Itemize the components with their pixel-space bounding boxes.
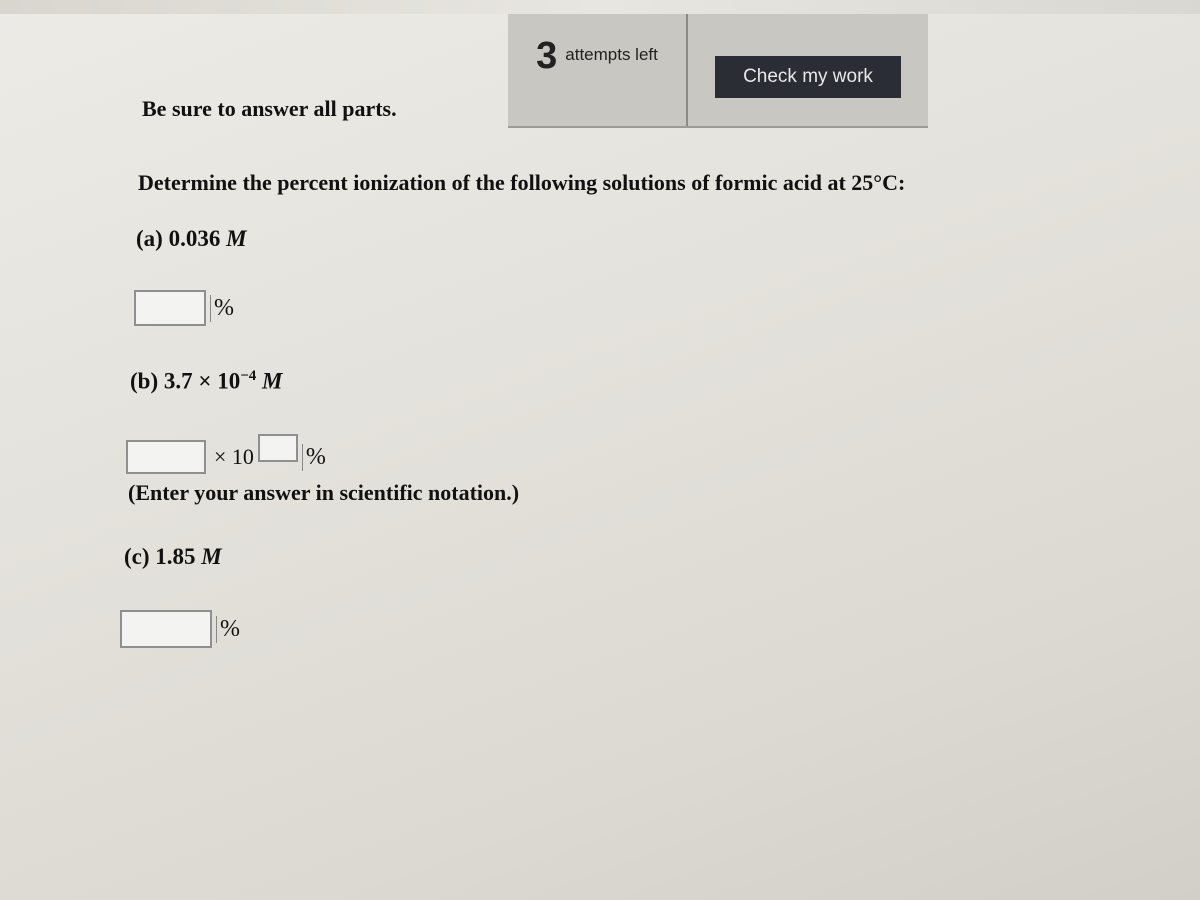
- attempts-label: attempts left: [565, 45, 658, 64]
- part-b-label: [130, 368, 282, 395]
- instructions-text: Be sure to answer all parts.: [142, 96, 397, 121]
- question-text: Determine the percent ionization of the following solutions of formic acid at 25°C:: [138, 170, 906, 195]
- attempts-indicator: [508, 14, 688, 126]
- part-c-value: (c) 1.85: [124, 544, 202, 569]
- part-b-value: (b) 3.7 × 10: [130, 368, 241, 394]
- part-c-label: [124, 544, 222, 570]
- part-b-times-ten: × 10: [214, 444, 254, 469]
- part-a-percent-sign: %: [210, 295, 234, 322]
- part-a-value: (a) 0.036: [136, 226, 227, 251]
- part-b-percent-sign: %: [302, 444, 326, 471]
- check-my-work-button[interactable]: Check my work: [715, 56, 901, 98]
- part-a-answer-input[interactable]: [134, 290, 206, 326]
- part-c-percent-sign: %: [216, 616, 240, 643]
- part-c-unit: M: [201, 544, 222, 569]
- part-a-label: [136, 226, 247, 252]
- part-a-unit: M: [226, 226, 247, 251]
- part-c-answer-input[interactable]: [120, 610, 212, 648]
- top-edge-strip: [0, 0, 1200, 14]
- part-b-unit: M: [262, 368, 283, 394]
- attempts-count: 3: [536, 34, 558, 77]
- part-a-answer-row: [134, 290, 234, 326]
- part-b-exponent-input[interactable]: [258, 434, 298, 462]
- part-b-exponent: −4: [240, 368, 257, 384]
- part-b-answer-row: [126, 440, 326, 474]
- part-b-coefficient-input[interactable]: [126, 440, 206, 474]
- part-b-note: (Enter your answer in scientific notation.): [128, 480, 520, 505]
- check-button-area: [688, 14, 928, 126]
- toolbar: [508, 14, 928, 128]
- part-c-answer-row: [120, 610, 240, 648]
